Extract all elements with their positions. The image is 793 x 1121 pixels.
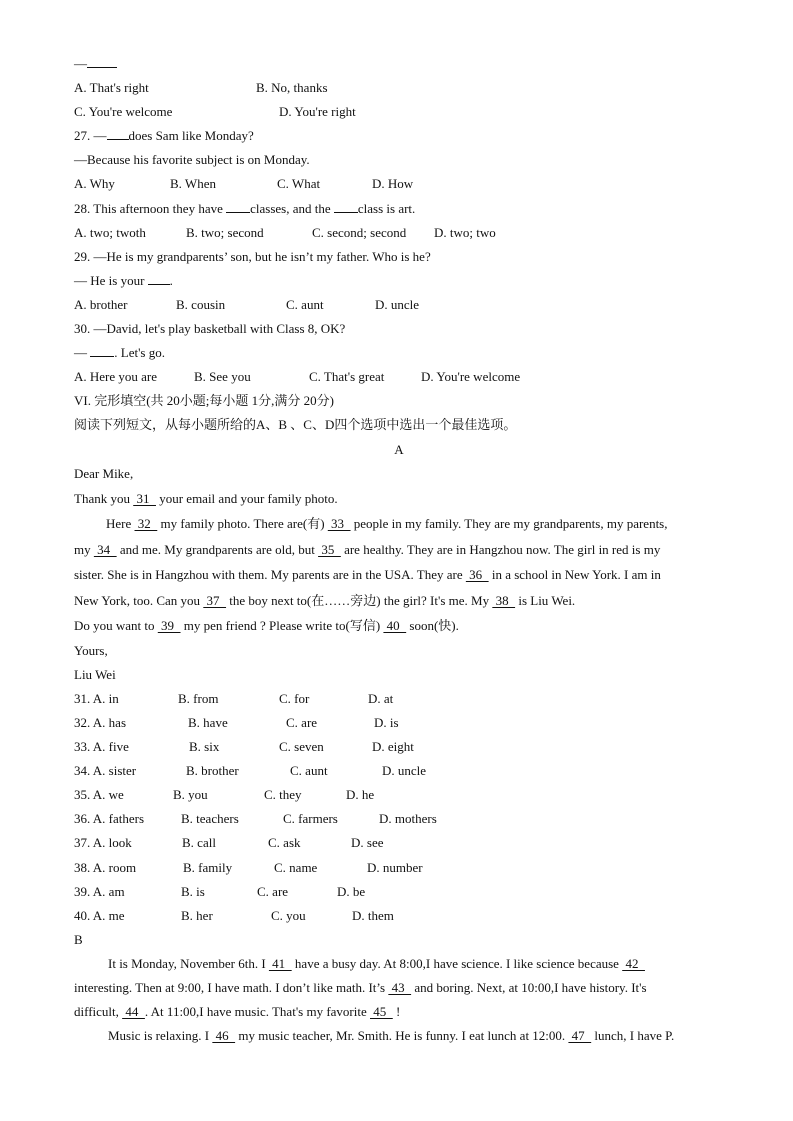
question-34-options <box>74 759 724 783</box>
question-32-options <box>74 711 724 735</box>
blank-number: 47 <box>568 1028 592 1044</box>
option-b: B. her <box>181 907 213 923</box>
option-a: A. That's right <box>74 80 149 96</box>
option-c: C. aunt <box>290 763 328 779</box>
passage-a-line-3: my 34 and me. My grandparents are old, but 35 are healthy. They are in Hangzhou now. The girl in red is my <box>74 541 661 557</box>
option-c: C. aunt <box>286 296 324 312</box>
option-c: C. second; second <box>312 224 407 240</box>
option-a: 35. A. we <box>74 787 124 803</box>
option-a: 34. A. sister <box>74 763 137 779</box>
option-d: D. You're welcome <box>421 369 521 385</box>
option-b: B. six <box>189 739 220 755</box>
question-28: 28. This afternoon they have classes, and the class is art. <box>74 197 724 221</box>
blank-number: 35 <box>318 541 341 557</box>
blank-number: 43 <box>388 980 412 995</box>
option-a: 31. A. in <box>74 690 119 706</box>
option-b: B. brother <box>186 763 239 779</box>
question-37-options <box>74 831 724 855</box>
blank-number: 42 <box>622 955 645 971</box>
option-d: D. eight <box>372 739 414 755</box>
blank-number: 45 <box>370 1004 393 1020</box>
blank-number: 34 <box>93 541 117 557</box>
blank-number: 32 <box>134 516 158 532</box>
passage-a-line-5: New York, too. Can you 37 the boy next to(在……旁边) the girl? It's me. My 38 is Liu Wei. <box>74 592 576 608</box>
option-b: B. teachers <box>181 811 239 827</box>
option-c: C. farmers <box>283 811 338 827</box>
letter-greeting: Dear Mike, <box>74 465 134 481</box>
option-c: C. for <box>279 690 310 706</box>
answer-blank <box>87 52 117 68</box>
option-a: 39. A. am <box>74 883 125 899</box>
option-b: B. you <box>173 787 208 803</box>
option-a: A. Why <box>74 176 115 192</box>
option-d: D. he <box>346 787 375 803</box>
question-39-options <box>74 880 724 904</box>
passage-a-line-6: Do you want to 39 my pen friend ? Please write to(写信) 40 soon(快). <box>74 618 459 634</box>
question-29-options <box>74 293 724 317</box>
answer-blank <box>226 197 250 213</box>
answer-blank <box>334 197 358 213</box>
question-31-options <box>74 687 724 711</box>
option-c: C. seven <box>279 739 324 755</box>
option-d: D. them <box>352 907 394 923</box>
blank-number: 33 <box>327 516 351 532</box>
option-d: D. be <box>337 883 366 899</box>
question-30-options <box>74 365 724 389</box>
option-b: B. have <box>188 714 228 730</box>
passage-a-label: A <box>394 441 404 457</box>
section-title: VI. 完形填空(共 20小题;每小题 1分,满分 20分) <box>74 393 334 409</box>
blank-number: 36 <box>465 567 489 583</box>
option-b: B. No, thanks <box>256 80 328 96</box>
blank-number: 31 <box>133 490 156 506</box>
letter-closing: Yours, <box>74 642 108 658</box>
option-b: B. is <box>181 883 205 899</box>
option-b: B. cousin <box>176 296 226 312</box>
question-29: 29. —He is my grandparents’ son, but he isn’t my father. Who is he? <box>74 248 431 264</box>
question-38-options <box>74 856 724 880</box>
blank-number: 39 <box>157 618 181 634</box>
option-a: 38. A. room <box>74 859 137 875</box>
option-a: A. Here you are <box>74 369 158 385</box>
option-a: 36. A. fathers <box>74 811 145 827</box>
question-30: 30. —David, let's play basketball with Class 8, OK? <box>74 321 346 337</box>
option-d: D. uncle <box>382 763 427 779</box>
question-40-options <box>74 904 724 928</box>
option-c: C. What <box>277 176 321 192</box>
option-b: B. from <box>178 690 219 706</box>
option-d: D. You're right <box>279 104 356 120</box>
question-35-options <box>74 783 724 807</box>
option-c: C. ask <box>268 835 301 851</box>
option-c: C. That's great <box>309 369 385 385</box>
question-30-reply: — . Let's go. <box>74 341 724 365</box>
blank-number: 44 <box>122 1004 145 1020</box>
letter-signature: Liu Wei <box>74 666 116 682</box>
question-27: 27. — does Sam like Monday? <box>74 124 724 148</box>
option-c: C. are <box>257 883 289 899</box>
option-d: D. uncle <box>375 296 420 312</box>
blank-number: 38 <box>492 592 516 608</box>
question-33-options <box>74 735 724 759</box>
blank-number: 40 <box>383 618 407 634</box>
passage-a-line-4: sister. She is in Hangzhou with them. My parents are in the USA. They are 36 in a school in New York. I am in <box>74 567 661 583</box>
prev-question-reply: — <box>74 52 724 76</box>
passage-b-label: B <box>74 931 83 947</box>
prev-options-row-1 <box>74 76 724 100</box>
option-b: B. family <box>183 859 233 875</box>
option-c: C. You're welcome <box>74 104 173 120</box>
option-b: B. See you <box>194 369 251 385</box>
option-c: C. you <box>271 907 306 923</box>
option-c: C. name <box>274 859 318 875</box>
option-a: 37. A. look <box>74 835 132 851</box>
blank-number: 37 <box>203 592 227 608</box>
option-d: D. two; two <box>434 224 496 240</box>
option-a: 32. A. has <box>74 714 126 730</box>
passage-b-line-4: Music is relaxing. I 46 my music teacher, Mr. Smith. He is funny. I eat lunch at 12:00. 47 lunch, I have P. <box>108 1028 675 1044</box>
answer-blank <box>107 124 129 140</box>
option-a: A. two; twoth <box>74 224 146 240</box>
blank-number: 46 <box>212 1028 236 1044</box>
option-d: D. number <box>367 859 423 875</box>
exam-page <box>74 52 724 1048</box>
option-c: C. are <box>286 714 318 730</box>
option-d: D. is <box>374 714 399 730</box>
question-36-options <box>74 807 724 831</box>
blank-number: 41 <box>268 955 292 971</box>
option-d: D. see <box>351 835 384 851</box>
option-c: C. they <box>264 787 302 803</box>
option-a: 33. A. five <box>74 739 129 755</box>
passage-b-line-3: difficult, 44 . At 11:00,I have music. That's my favorite 45 ! <box>74 1004 401 1020</box>
question-28-options <box>74 221 724 245</box>
passage-b-line-2: interesting. Then at 9:00, I have math. I don’t like math. It’s 43 and boring. Next, at 10:00,I have history. It's <box>74 980 647 995</box>
option-b: B. call <box>182 835 216 851</box>
section-instruction: 阅读下列短文，从每小题所给的A、B 、C、D四个选项中选出一个最佳选项。 <box>74 417 517 433</box>
option-b: B. two; second <box>186 224 264 240</box>
question-27-reply: —Because his favorite subject is on Monday. <box>74 152 310 168</box>
passage-a-line-1: Thank you 31 your email and your family photo. <box>74 490 338 506</box>
option-d: D. at <box>368 690 394 706</box>
option-d: D. mothers <box>379 811 437 827</box>
passage-b-line-1: It is Monday, November 6th. I 41 have a busy day. At 8:00,I have science. I like science because 42 <box>108 955 645 971</box>
question-29-reply: — He is your . <box>74 269 724 293</box>
prev-options-row-2 <box>74 100 724 124</box>
option-a: 40. A. me <box>74 907 125 923</box>
answer-blank <box>90 341 114 357</box>
answer-blank <box>148 269 170 285</box>
option-d: D. How <box>372 176 414 192</box>
passage-a-line-2: Here 32 my family photo. There are(有) 33 people in my family. They are my grandparents, my parents, <box>106 516 668 532</box>
question-27-options <box>74 172 724 196</box>
option-a: A. brother <box>74 296 128 312</box>
option-b: B. When <box>170 176 216 192</box>
